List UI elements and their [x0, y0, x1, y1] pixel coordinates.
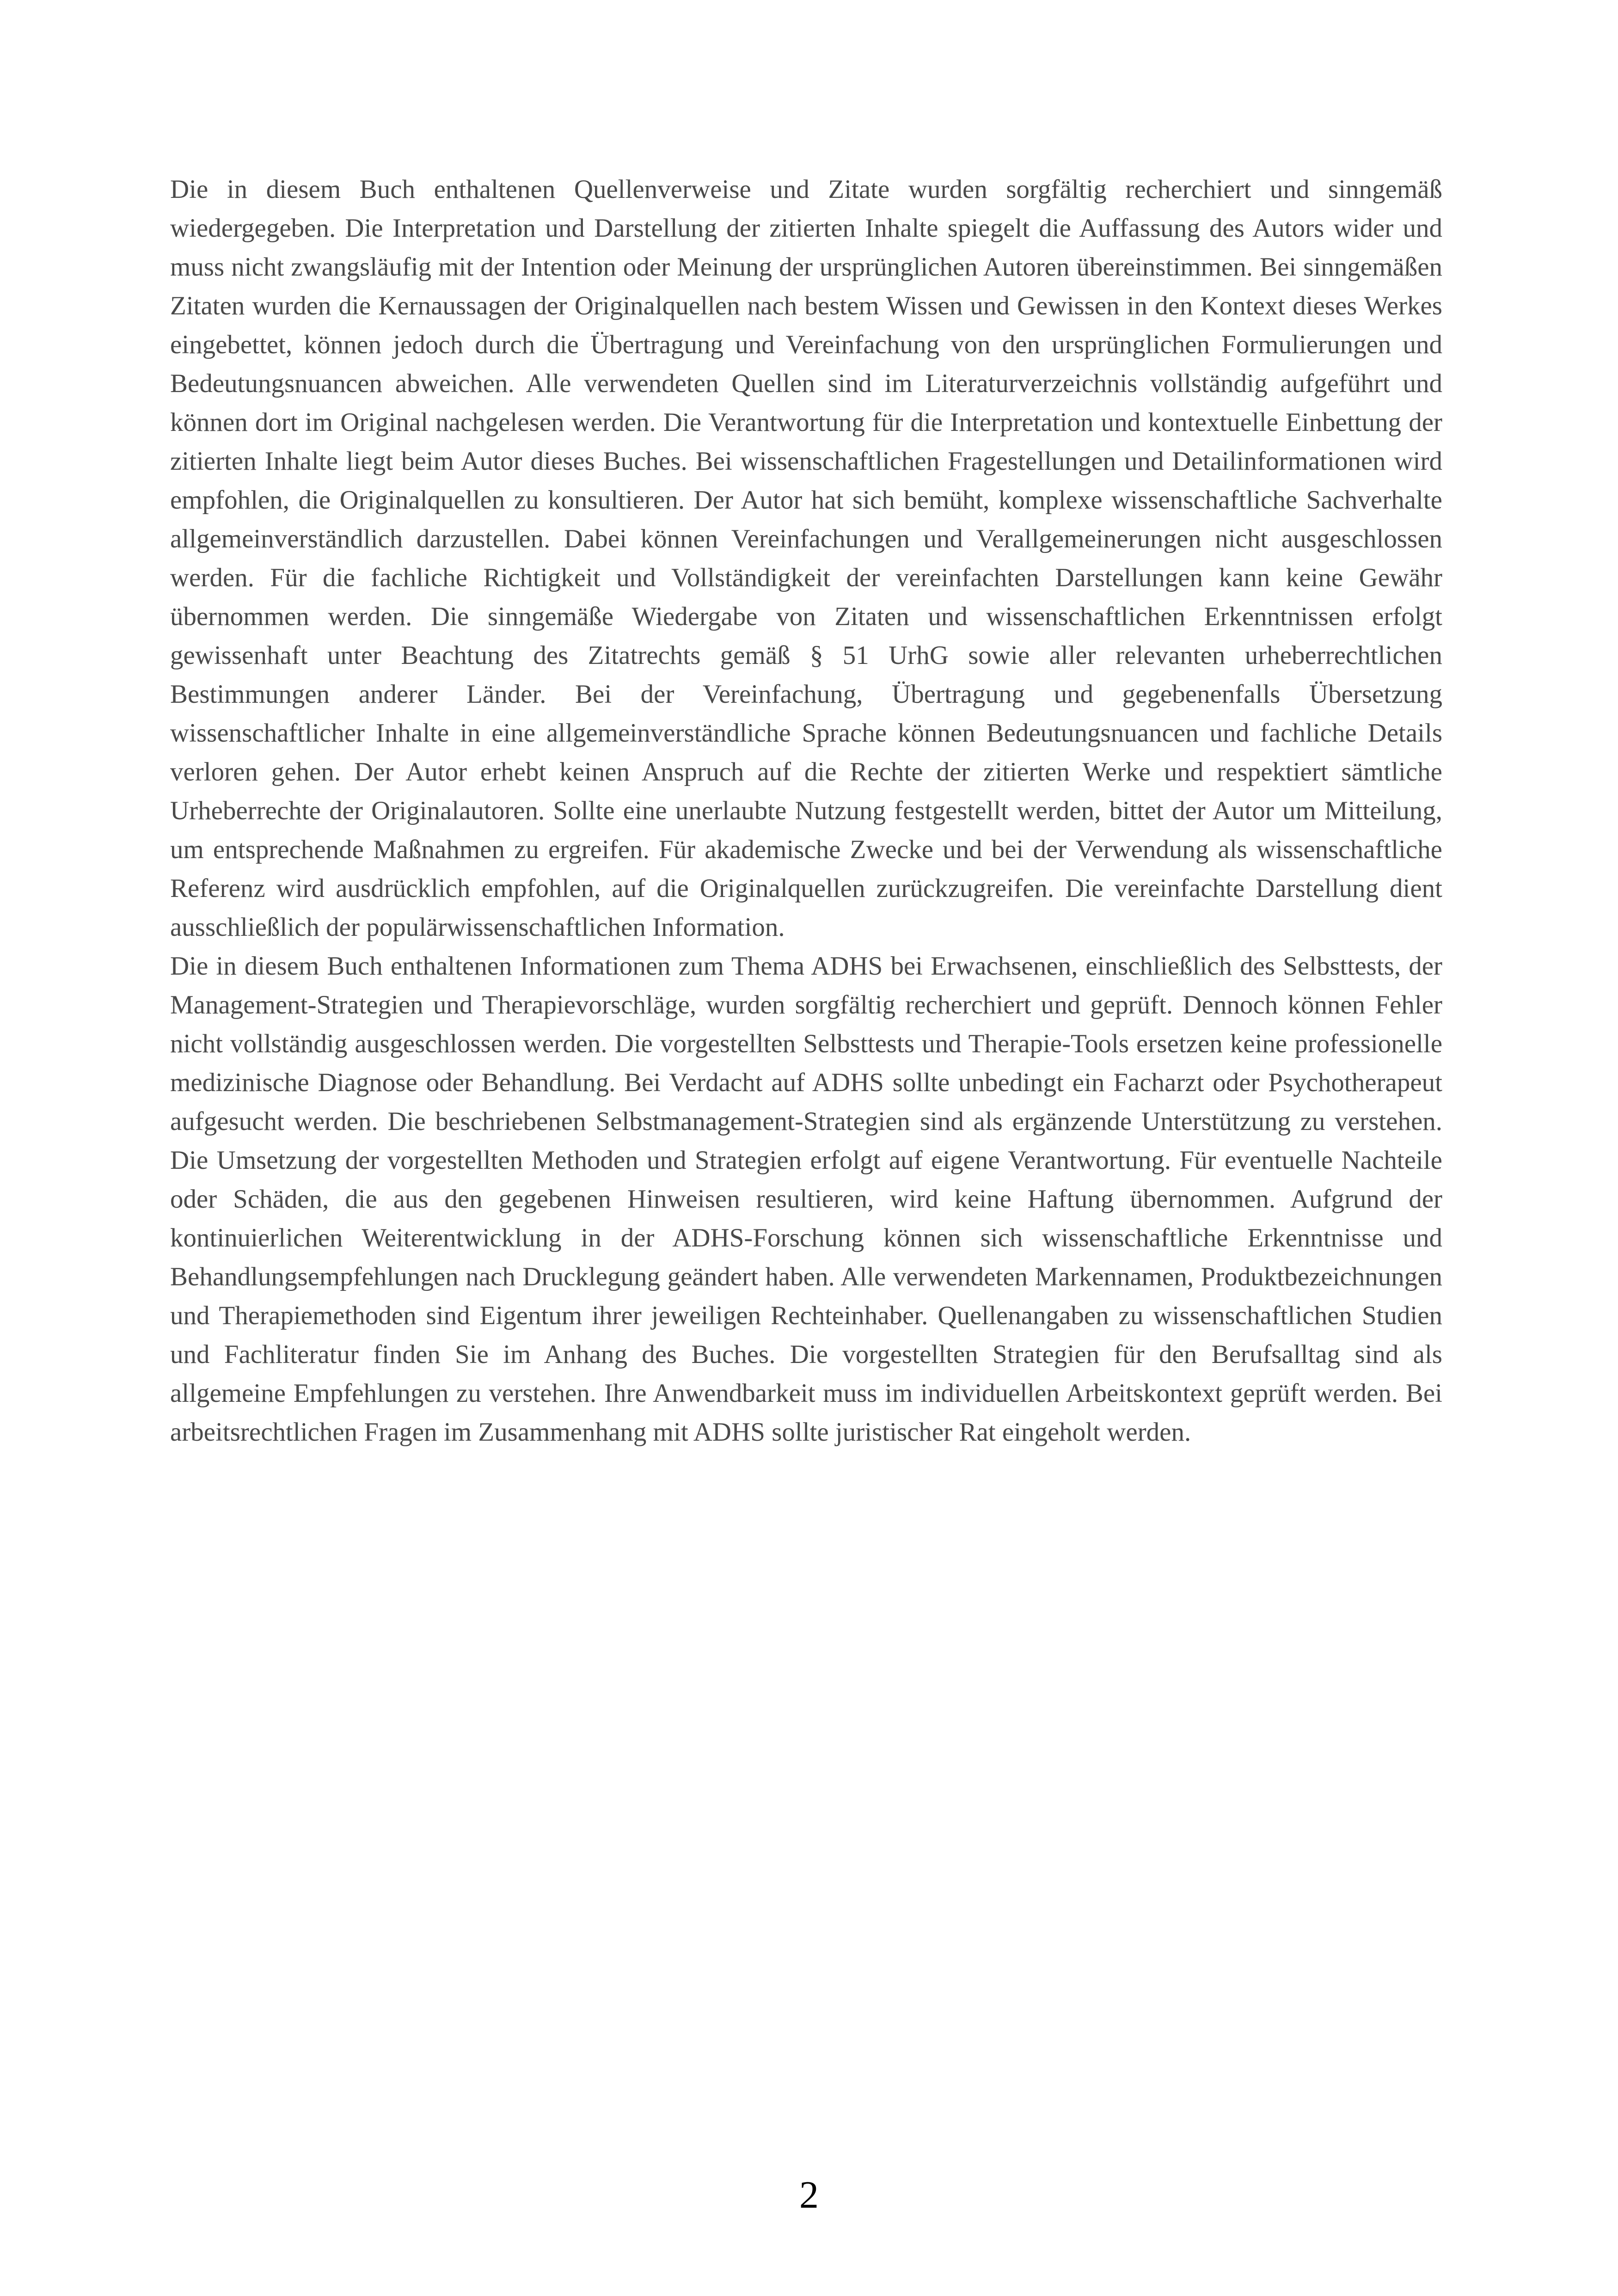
body-text	[170, 170, 1442, 1452]
disclaimer-sources-paragraph: Die in diesem Buch enthaltenen Quellenverweise und Zitate wurden sorgfältig recherchiert und sinngemäß wiedergegeben. Die Interpretation und Darstellung der zitierten Inhalte spiegelt die Auffassung des Autors wider und muss nicht zwangsläufig mit der Intention oder Meinung der ursprünglichen Autoren übereinstimmen. Bei sinngemäßen Zitaten wurden die Kernaussagen der Originalquellen nach bestem Wissen und Gewissen in den Kontext dieses Werkes eingebettet, können jedoch durch die Übertragung und Vereinfachung von den ursprünglichen Formulierungen und Bedeutungsnuancen abweichen. Alle verwendeten Quellen sind im Literaturverzeichnis vollständig aufgeführt und können dort im Original nachgelesen werden. Die Verantwortung für die Interpretation und kontextuelle Einbettung der zitierten Inhalte liegt beim Autor dieses Buches. Bei wissenschaftlichen Fragestellungen und Detailinformationen wird empfohlen, die Originalquellen zu konsultieren. Der Autor hat sich bemüht, komplexe wissenschaftliche Sachverhalte allgemeinverständlich darzustellen. Dabei können Vereinfachungen und Verallgemeinerungen nicht ausgeschlossen werden. Für die fachliche Richtigkeit und Vollständigkeit der vereinfachten Darstellungen kann keine Gewähr übernommen werden. Die sinngemäße Wiedergabe von Zitaten und wissenschaftlichen Erkenntnissen erfolgt gewissenhaft unter Beachtung des Zitatrechts gemäß § 51 UrhG sowie aller relevanten urheberrechtlichen Bestimmungen anderer Länder. Bei der Vereinfachung, Übertragung und gegebenenfalls Übersetzung wissenschaftlicher Inhalte in eine allgemeinverständliche Sprache können Bedeutungsnuancen und fachliche Details verloren gehen. Der Autor erhebt keinen Anspruch auf die Rechte der zitierten Werke und respektiert sämtliche Urheberrechte der Originalautoren. Sollte eine unerlaubte Nutzung festgestellt werden, bittet der Autor um Mitteilung, um entsprechende Maßnahmen zu ergreifen. Für akademische Zwecke und bei der Verwendung als wissenschaftliche Referenz wird ausdrücklich empfohlen, auf die Originalquellen zurückzugreifen. Die vereinfachte Darstellung dient ausschließlich der populärwissenschaftlichen Information.	[170, 175, 1442, 942]
disclaimer-adhs-paragraph: Die in diesem Buch enthaltenen Informationen zum Thema ADHS bei Erwachsenen, einschließlich des Selbsttests, der Management-Strategien und Therapievorschläge, wurden sorgfältig recherchiert und geprüft. Dennoch können Fehler nicht vollständig ausgeschlossen werden. Die vorgestellten Selbsttests und Therapie-Tools ersetzen keine professionelle medizinische Diagnose oder Behandlung. Bei Verdacht auf ADHS sollte unbedingt ein Facharzt oder Psychotherapeut aufgesucht werden. Die beschriebenen Selbstmanagement-Strategien sind als ergänzende Unterstützung zu verstehen. Die Umsetzung der vorgestellten Methoden und Strategien erfolgt auf eigene Verantwortung. Für eventuelle Nachteile oder Schäden, die aus den gegebenen Hinweisen resultieren, wird keine Haftung übernommen. Aufgrund der kontinuierlichen Weiterentwicklung in der ADHS-Forschung können sich wissenschaftliche Erkenntnisse und Behandlungsempfehlungen nach Drucklegung geändert haben. Alle verwendeten Markennamen, Produktbezeichnungen und Therapiemethoden sind Eigentum ihrer jeweiligen Rechteinhaber. Quellenangaben zu wissenschaftlichen Studien und Fachliteratur finden Sie im Anhang des Buches. Die vorgestellten Strategien für den Berufsalltag sind als allgemeine Empfehlungen zu verstehen. Ihre Anwendbarkeit muss im individuellen Arbeitskontext geprüft werden. Bei arbeitsrechtlichen Fragen im Zusammenhang mit ADHS sollte juristischer Rat eingeholt werden.	[170, 952, 1442, 1447]
page-number: 2	[799, 2173, 819, 2216]
